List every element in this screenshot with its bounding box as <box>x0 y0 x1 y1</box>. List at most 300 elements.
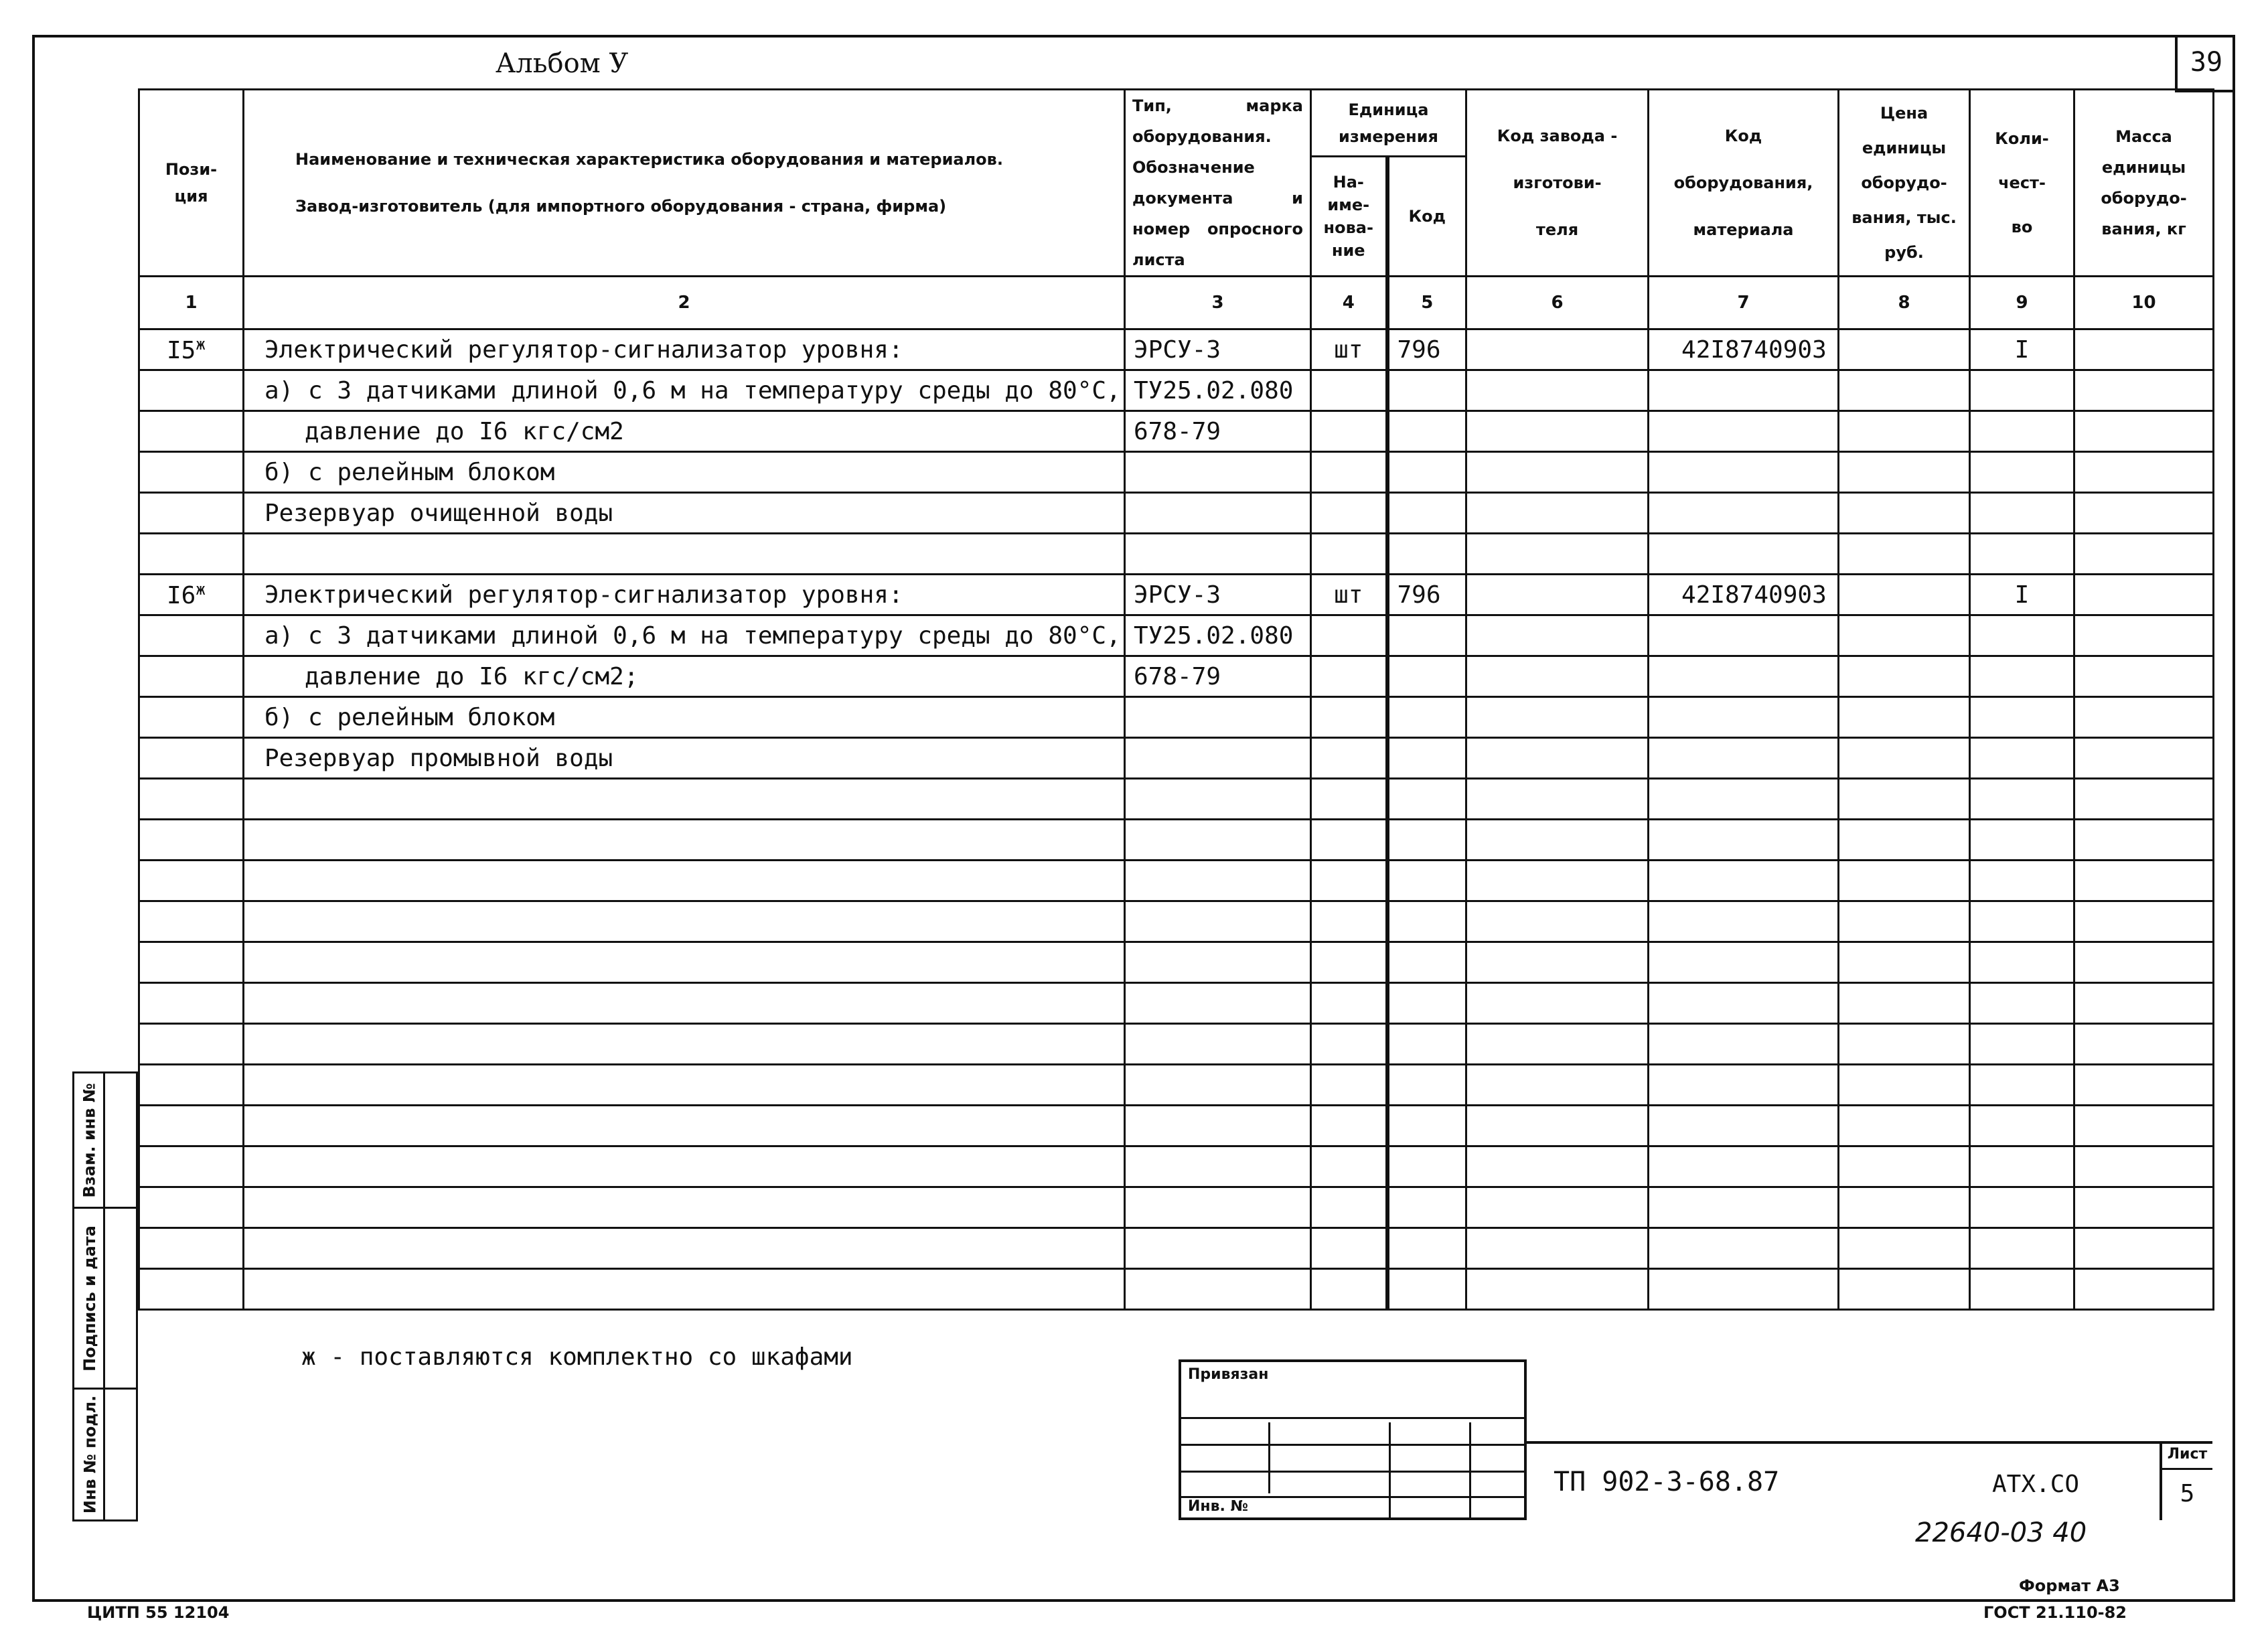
cell-col-5: 796 <box>1387 575 1466 615</box>
title-block-line <box>1527 1441 2212 1444</box>
cell-col-2 <box>244 1228 1125 1269</box>
cell-col-9: I <box>1970 329 2074 370</box>
cell-col-4 <box>1311 370 1387 411</box>
cell-col-2 <box>244 1065 1125 1106</box>
cell-col-8 <box>1839 1269 1970 1310</box>
cell-col-3: ТУ25.02.080 <box>1125 370 1311 411</box>
cell-col-10 <box>2074 697 2214 738</box>
cell-col-7 <box>1649 901 1839 942</box>
cell-col-8 <box>1839 1024 1970 1065</box>
cell-col-9: I <box>1970 575 2074 615</box>
cell-col-10 <box>2074 493 2214 534</box>
table-row <box>139 901 2214 942</box>
header-name: Наименование и техническая характеристика оборудования и материалов. Завод-изготовитель (для импортного оборудования - страна, фирма) <box>244 90 1125 277</box>
cell-col-10 <box>2074 370 2214 411</box>
column-number-8: 8 <box>1839 277 1970 329</box>
cell-col-3 <box>1125 1228 1311 1269</box>
header-position: Пози- ция <box>139 90 244 277</box>
cell-col-1 <box>139 697 244 738</box>
cell-col-5 <box>1387 820 1466 861</box>
cell-col-7 <box>1649 1065 1839 1106</box>
cell-col-8 <box>1839 779 1970 820</box>
cell-col-9 <box>1970 983 2074 1024</box>
cell-col-10 <box>2074 411 2214 452</box>
cell-col-10 <box>2074 1187 2214 1228</box>
cell-col-6 <box>1466 779 1649 820</box>
cell-col-10 <box>2074 1228 2214 1269</box>
table-row <box>139 983 2214 1024</box>
cell-col-5 <box>1387 983 1466 1024</box>
column-number-1: 1 <box>139 277 244 329</box>
cell-col-2 <box>244 1187 1125 1228</box>
cell-col-8 <box>1839 615 1970 656</box>
cell-col-9 <box>1970 1228 2074 1269</box>
cell-col-1 <box>139 575 244 615</box>
cell-col-1 <box>139 901 244 942</box>
cell-col-10 <box>2074 1269 2214 1310</box>
cell-col-6 <box>1466 493 1649 534</box>
cell-col-9 <box>1970 901 2074 942</box>
archive-number: 22640-03 40 <box>1915 1517 2087 1548</box>
cell-col-4 <box>1311 779 1387 820</box>
cell-col-2: б) с релейным блоком <box>244 697 1125 738</box>
table-row <box>139 534 2214 575</box>
cell-col-10 <box>2074 1146 2214 1187</box>
cell-col-5 <box>1387 411 1466 452</box>
cell-col-10 <box>2074 1106 2214 1146</box>
cell-col-4 <box>1311 1228 1387 1269</box>
cell-col-3: 678-79 <box>1125 411 1311 452</box>
cell-col-1 <box>139 820 244 861</box>
cell-col-8 <box>1839 1065 1970 1106</box>
cell-col-5 <box>1387 779 1466 820</box>
cell-col-3 <box>1125 738 1311 779</box>
cell-col-10 <box>2074 615 2214 656</box>
cell-col-3 <box>1125 901 1311 942</box>
cell-col-7 <box>1649 942 1839 983</box>
cell-col-5 <box>1387 1269 1466 1310</box>
cell-col-1 <box>139 656 244 697</box>
cell-col-2 <box>244 1106 1125 1146</box>
cell-col-9 <box>1970 1146 2074 1187</box>
cell-col-3: ТУ25.02.080 <box>1125 615 1311 656</box>
cell-col-8 <box>1839 452 1970 493</box>
cell-col-5 <box>1387 901 1466 942</box>
cell-col-9 <box>1970 1106 2074 1146</box>
cell-col-1 <box>139 1269 244 1310</box>
cell-col-5 <box>1387 1146 1466 1187</box>
cell-col-5 <box>1387 697 1466 738</box>
cell-col-4 <box>1311 493 1387 534</box>
cell-col-10 <box>2074 534 2214 575</box>
cell-col-2 <box>244 820 1125 861</box>
cell-col-2 <box>244 983 1125 1024</box>
table-row <box>139 1024 2214 1065</box>
cell-col-9 <box>1970 820 2074 861</box>
cell-col-3 <box>1125 1187 1311 1228</box>
column-number-3: 3 <box>1125 277 1311 329</box>
specification-table <box>138 88 2214 1311</box>
cell-col-3 <box>1125 942 1311 983</box>
table-row <box>139 370 2214 411</box>
header-unit-name: На-име-нова-ние <box>1311 157 1387 277</box>
column-numbers-row <box>139 277 2214 329</box>
cell-col-10 <box>2074 1065 2214 1106</box>
footnote-mark: ж <box>196 580 206 599</box>
table-row <box>139 779 2214 820</box>
header-type: Тип, марка оборудования. Обозначение документа и номер опросного листа <box>1125 90 1311 277</box>
table-row <box>139 861 2214 901</box>
cell-col-2: Электрический регулятор-сигнализатор уровня: <box>244 329 1125 370</box>
cell-col-5: 796 <box>1387 329 1466 370</box>
cell-col-5 <box>1387 1228 1466 1269</box>
table-row <box>139 411 2214 452</box>
table-row <box>139 329 2214 370</box>
cell-col-7 <box>1649 656 1839 697</box>
cell-col-8 <box>1839 411 1970 452</box>
cell-col-3 <box>1125 493 1311 534</box>
cell-col-7: 42I8740903 <box>1649 329 1839 370</box>
sheet-box <box>2160 1441 2212 1520</box>
cell-col-1 <box>139 534 244 575</box>
cell-col-4 <box>1311 942 1387 983</box>
cell-col-2 <box>244 861 1125 901</box>
cell-col-1 <box>139 861 244 901</box>
cell-col-10 <box>2074 1024 2214 1065</box>
header-mass: Масса единицы оборудо-вания, кг <box>2074 90 2214 277</box>
document-number: ТП 902-3-68.87 <box>1554 1467 1780 1497</box>
cell-col-2: Резервуар промывной воды <box>244 738 1125 779</box>
cell-col-6 <box>1466 452 1649 493</box>
cell-col-5 <box>1387 656 1466 697</box>
header-unit: Единица измерения <box>1311 90 1466 157</box>
table-row <box>139 738 2214 779</box>
cell-col-1 <box>139 452 244 493</box>
cell-col-10 <box>2074 861 2214 901</box>
binding-stamp <box>1179 1359 1527 1520</box>
cell-col-8 <box>1839 1228 1970 1269</box>
sheet-value: 5 <box>2180 1480 2195 1507</box>
cell-col-3 <box>1125 983 1311 1024</box>
cell-col-9 <box>1970 1065 2074 1106</box>
cell-col-5 <box>1387 493 1466 534</box>
cell-col-7 <box>1649 697 1839 738</box>
table-row <box>139 1146 2214 1187</box>
cell-col-4 <box>1311 1106 1387 1146</box>
cell-col-6 <box>1466 820 1649 861</box>
cell-col-7 <box>1649 738 1839 779</box>
cell-col-7 <box>1649 370 1839 411</box>
cell-col-8 <box>1839 983 1970 1024</box>
cell-col-6 <box>1466 534 1649 575</box>
cell-col-8 <box>1839 697 1970 738</box>
cell-col-4: шт <box>1311 575 1387 615</box>
position-number: I6 <box>167 582 196 609</box>
cell-col-5 <box>1387 1024 1466 1065</box>
cell-col-4 <box>1311 1269 1387 1310</box>
cell-col-3 <box>1125 697 1311 738</box>
cell-col-10 <box>2074 329 2214 370</box>
column-number-6: 6 <box>1466 277 1649 329</box>
cell-col-6 <box>1466 575 1649 615</box>
cell-col-1 <box>139 1024 244 1065</box>
cell-col-3 <box>1125 452 1311 493</box>
cell-col-6 <box>1466 411 1649 452</box>
cell-col-7 <box>1649 861 1839 901</box>
cell-col-8 <box>1839 1187 1970 1228</box>
cell-col-2: а) с 3 датчиками длиной 0,6 м на температуру среды до 80°С, <box>244 615 1125 656</box>
column-number-7: 7 <box>1649 277 1839 329</box>
table-row <box>139 1228 2214 1269</box>
cell-col-3: 678-79 <box>1125 656 1311 697</box>
cell-col-5 <box>1387 1065 1466 1106</box>
cell-col-7 <box>1649 1228 1839 1269</box>
cell-col-2: Электрический регулятор-сигнализатор уровня: <box>244 575 1125 615</box>
cell-col-3 <box>1125 1146 1311 1187</box>
cell-col-7 <box>1649 1146 1839 1187</box>
cell-col-9 <box>1970 534 2074 575</box>
cell-col-4 <box>1311 697 1387 738</box>
citp-label: ЦИТП 55 12104 <box>87 1603 230 1622</box>
document-section: АТХ.СО <box>1992 1471 2080 1498</box>
album-title: Альбом У <box>496 48 629 79</box>
table-row <box>139 615 2214 656</box>
header-quantity: Коли-чест-во <box>1970 90 2074 277</box>
cell-col-6 <box>1466 1065 1649 1106</box>
cell-col-6 <box>1466 1228 1649 1269</box>
cell-col-9 <box>1970 656 2074 697</box>
cell-col-7 <box>1649 493 1839 534</box>
cell-col-6 <box>1466 1146 1649 1187</box>
stamp-title: Привязан <box>1188 1366 1269 1383</box>
cell-col-7 <box>1649 820 1839 861</box>
stamp-inv: Инв. № <box>1188 1498 1249 1515</box>
cell-col-4 <box>1311 1065 1387 1106</box>
cell-col-8 <box>1839 901 1970 942</box>
cell-col-3 <box>1125 1106 1311 1146</box>
cell-col-1 <box>139 983 244 1024</box>
cell-col-5 <box>1387 1106 1466 1146</box>
cell-col-9 <box>1970 615 2074 656</box>
position-number: I5 <box>167 337 196 364</box>
column-number-9: 9 <box>1970 277 2074 329</box>
cell-col-4 <box>1311 901 1387 942</box>
cell-col-5 <box>1387 370 1466 411</box>
cell-col-9 <box>1970 697 2074 738</box>
cell-col-10 <box>2074 942 2214 983</box>
cell-col-7 <box>1649 1187 1839 1228</box>
cell-col-6 <box>1466 738 1649 779</box>
sheet-label: Лист <box>2162 1441 2212 1470</box>
cell-col-9 <box>1970 452 2074 493</box>
table-row <box>139 1065 2214 1106</box>
table-row <box>139 820 2214 861</box>
cell-col-7 <box>1649 411 1839 452</box>
cell-col-4 <box>1311 615 1387 656</box>
cell-col-2 <box>244 534 1125 575</box>
cell-col-8 <box>1839 1106 1970 1146</box>
column-number-2: 2 <box>244 277 1125 329</box>
cell-col-1 <box>139 370 244 411</box>
cell-col-9 <box>1970 493 2074 534</box>
cell-col-4 <box>1311 1024 1387 1065</box>
format-label: Формат А3 <box>2019 1576 2120 1595</box>
cell-col-2: давление до I6 кгс/см2 <box>244 411 1125 452</box>
cell-col-1 <box>139 1187 244 1228</box>
column-number-4: 4 <box>1311 277 1387 329</box>
cell-col-8 <box>1839 1146 1970 1187</box>
cell-col-1 <box>139 411 244 452</box>
cell-col-7 <box>1649 1106 1839 1146</box>
cell-col-7 <box>1649 1024 1839 1065</box>
table-row <box>139 1269 2214 1310</box>
cell-col-6 <box>1466 983 1649 1024</box>
cell-col-10 <box>2074 983 2214 1024</box>
cell-col-4 <box>1311 861 1387 901</box>
cell-col-5 <box>1387 942 1466 983</box>
cell-col-7 <box>1649 615 1839 656</box>
cell-col-6 <box>1466 1024 1649 1065</box>
table-row <box>139 697 2214 738</box>
cell-col-5 <box>1387 452 1466 493</box>
cell-col-2 <box>244 901 1125 942</box>
cell-col-4 <box>1311 534 1387 575</box>
cell-col-7 <box>1649 534 1839 575</box>
cell-col-4 <box>1311 820 1387 861</box>
cell-col-4 <box>1311 452 1387 493</box>
cell-col-3 <box>1125 779 1311 820</box>
cell-col-10 <box>2074 452 2214 493</box>
header-unit-code: Код <box>1387 157 1466 277</box>
table-row <box>139 656 2214 697</box>
cell-col-10 <box>2074 738 2214 779</box>
cell-col-8 <box>1839 942 1970 983</box>
cell-col-3 <box>1125 861 1311 901</box>
cell-col-4 <box>1311 656 1387 697</box>
table-row <box>139 1106 2214 1146</box>
cell-col-6 <box>1466 1106 1649 1146</box>
cell-col-3 <box>1125 1065 1311 1106</box>
cell-col-2 <box>244 779 1125 820</box>
table-row <box>139 942 2214 983</box>
cell-col-8 <box>1839 820 1970 861</box>
cell-col-10 <box>2074 779 2214 820</box>
cell-col-2: б) с релейным блоком <box>244 452 1125 493</box>
cell-col-3: ЭРСУ-3 <box>1125 329 1311 370</box>
cell-col-3 <box>1125 820 1311 861</box>
cell-col-3: ЭРСУ-3 <box>1125 575 1311 615</box>
cell-col-2 <box>244 942 1125 983</box>
cell-col-7 <box>1649 779 1839 820</box>
cell-col-1 <box>139 738 244 779</box>
table-row <box>139 575 2214 615</box>
cell-col-9 <box>1970 942 2074 983</box>
cell-col-6 <box>1466 861 1649 901</box>
cell-col-6 <box>1466 901 1649 942</box>
table-row <box>139 493 2214 534</box>
gost-label: ГОСТ 21.110-82 <box>1983 1603 2127 1622</box>
cell-col-1 <box>139 1146 244 1187</box>
cell-col-4 <box>1311 1187 1387 1228</box>
cell-col-9 <box>1970 411 2074 452</box>
cell-col-5 <box>1387 1187 1466 1228</box>
side-box-signature <box>72 1207 138 1390</box>
sheet-number: 39 <box>2175 35 2235 92</box>
cell-col-9 <box>1970 370 2074 411</box>
cell-col-9 <box>1970 861 2074 901</box>
cell-col-4 <box>1311 1146 1387 1187</box>
cell-col-2: Резервуар очищенной воды <box>244 493 1125 534</box>
cell-col-10 <box>2074 820 2214 861</box>
cell-col-7: 42I8740903 <box>1649 575 1839 615</box>
cell-col-7 <box>1649 452 1839 493</box>
header-equipment-code: Код оборудования, материала <box>1649 90 1839 277</box>
cell-col-4 <box>1311 738 1387 779</box>
cell-col-7 <box>1649 1269 1839 1310</box>
cell-col-6 <box>1466 1269 1649 1310</box>
cell-col-1 <box>139 1228 244 1269</box>
cell-col-10 <box>2074 575 2214 615</box>
cell-col-6 <box>1466 1187 1649 1228</box>
cell-col-1 <box>139 329 244 370</box>
cell-col-1 <box>139 615 244 656</box>
cell-col-8 <box>1839 329 1970 370</box>
cell-col-5 <box>1387 615 1466 656</box>
cell-col-1 <box>139 942 244 983</box>
column-number-10: 10 <box>2074 277 2214 329</box>
cell-col-5 <box>1387 738 1466 779</box>
cell-col-3 <box>1125 534 1311 575</box>
cell-col-8 <box>1839 575 1970 615</box>
column-number-5: 5 <box>1387 277 1466 329</box>
cell-col-6 <box>1466 697 1649 738</box>
cell-col-9 <box>1970 779 2074 820</box>
cell-col-3 <box>1125 1024 1311 1065</box>
cell-col-1 <box>139 493 244 534</box>
cell-col-6 <box>1466 615 1649 656</box>
header-plant-code: Код завода - изготови-теля <box>1466 90 1649 277</box>
cell-col-4 <box>1311 983 1387 1024</box>
cell-col-7 <box>1649 983 1839 1024</box>
cell-col-9 <box>1970 1269 2074 1310</box>
side-box-replaced-inv <box>72 1071 138 1209</box>
cell-col-5 <box>1387 534 1466 575</box>
side-label-inv-original: Инв № подл. <box>80 1395 99 1514</box>
cell-col-2: а) с 3 датчиками длиной 0,6 м на температуру среды до 80°С, <box>244 370 1125 411</box>
side-label-signature: Подпись и дата <box>80 1225 99 1371</box>
cell-col-8 <box>1839 738 1970 779</box>
side-box-inv-original <box>72 1388 138 1521</box>
cell-col-1 <box>139 1106 244 1146</box>
cell-col-9 <box>1970 1187 2074 1228</box>
cell-col-6 <box>1466 656 1649 697</box>
cell-col-8 <box>1839 656 1970 697</box>
cell-col-8 <box>1839 493 1970 534</box>
table-row <box>139 1187 2214 1228</box>
table-row <box>139 452 2214 493</box>
cell-col-5 <box>1387 861 1466 901</box>
cell-col-8 <box>1839 370 1970 411</box>
footnote: ж - поставляются комплектно со шкафами <box>301 1343 853 1371</box>
side-label-replaced-inv: Взам. инв № <box>80 1082 99 1198</box>
cell-col-4 <box>1311 411 1387 452</box>
header-price: Цена единицы оборудо-вания, тыс. руб. <box>1839 90 1970 277</box>
cell-col-1 <box>139 1065 244 1106</box>
cell-col-10 <box>2074 901 2214 942</box>
cell-col-1 <box>139 779 244 820</box>
footnote-mark: ж <box>196 335 206 354</box>
cell-col-2: давление до I6 кгс/см2; <box>244 656 1125 697</box>
